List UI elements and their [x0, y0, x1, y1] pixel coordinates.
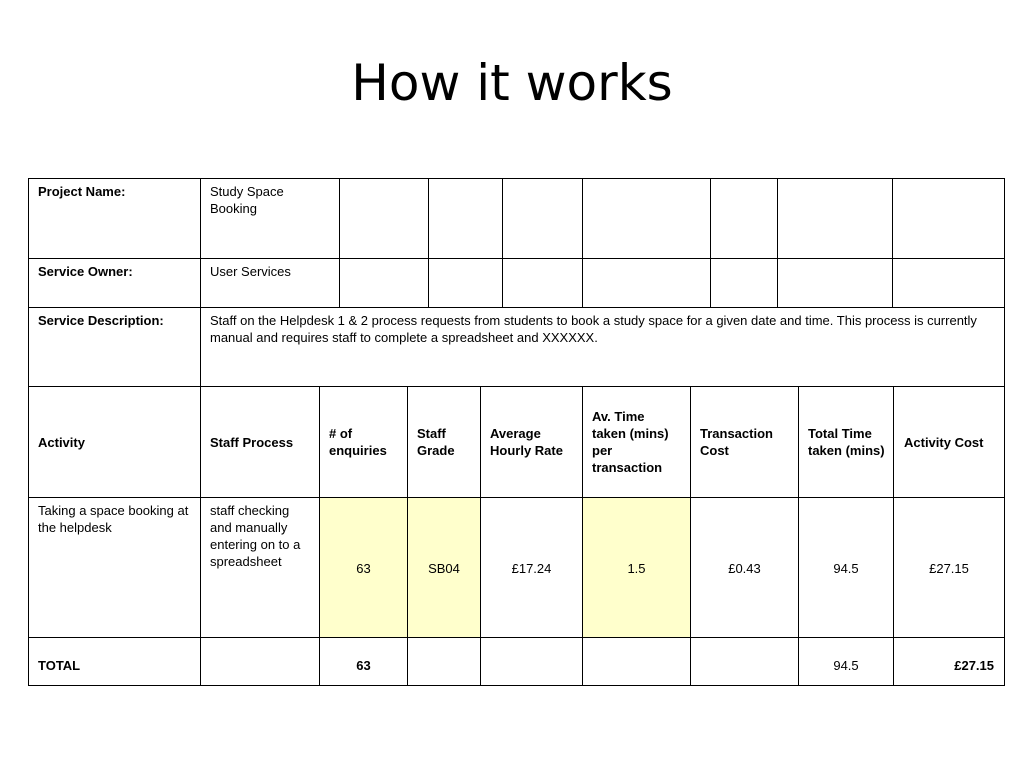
service-description-row [29, 308, 1004, 387]
total-row [29, 638, 1004, 685]
empty-cell [778, 259, 893, 307]
service-description-value: Staff on the Helpdesk 1 & 2 process requests from students to book a study space for a given date and time. This process is currently manual and requires staff to complete a spreadsheet and XXXXXX. [210, 313, 977, 345]
table-header-row [29, 387, 1004, 497]
enquiries-cell: 63 [320, 498, 408, 638]
project-info-table [28, 178, 1005, 388]
empty-cell [778, 179, 893, 259]
header-av-time: Av. Time taken (mins) per transaction [583, 387, 691, 497]
transaction-cost-cell: £0.43 [691, 498, 799, 638]
total-staff-grade [408, 638, 481, 685]
empty-cell [711, 179, 778, 259]
total-transaction-cost [691, 638, 799, 685]
empty-cell [429, 179, 503, 259]
empty-cell [340, 179, 429, 259]
service-owner-row [29, 259, 1004, 307]
slide-title: How it works [351, 54, 673, 112]
empty-cell [429, 259, 503, 307]
header-enquiries: # of enquiries [320, 387, 408, 497]
total-activity-cost: £27.15 [954, 658, 994, 673]
project-name-label: Project Name: [29, 179, 201, 259]
empty-cell [893, 179, 1004, 259]
empty-cell [503, 179, 583, 259]
activity-cost-table [28, 386, 1005, 686]
empty-cell [583, 259, 711, 307]
header-activity-cost: Activity Cost [904, 434, 984, 450]
header-staff-grade: Staff Grade [408, 387, 481, 497]
total-label: TOTAL [29, 638, 201, 685]
total-staff-process [201, 638, 320, 685]
av-time-cell: 1.5 [583, 498, 691, 638]
header-staff-process: Staff Process [201, 387, 320, 497]
header-transaction-cost: Transaction Cost [691, 387, 799, 497]
header-activity: Activity [29, 387, 201, 497]
total-hourly-rate [481, 638, 583, 685]
staff-process-cell: staff checking and manually entering on to a spreadsheet [201, 498, 320, 638]
service-description-label: Service Description: [29, 308, 201, 387]
empty-cell [583, 179, 711, 259]
header-total-time: Total Time taken (mins) [799, 387, 894, 497]
empty-cell [711, 259, 778, 307]
project-name-row [29, 179, 1004, 259]
service-owner-label: Service Owner: [29, 259, 201, 307]
total-time-taken: 94.5 [799, 638, 894, 685]
empty-cell [503, 259, 583, 307]
total-time-cell: 94.5 [799, 498, 894, 638]
service-owner-value: User Services [201, 259, 340, 307]
hourly-rate-cell: £17.24 [481, 498, 583, 638]
empty-cell [893, 259, 1004, 307]
total-av-time [583, 638, 691, 685]
total-enquiries: 63 [320, 638, 408, 685]
activity-cell: Taking a space booking at the helpdesk [29, 498, 201, 638]
staff-grade-cell: SB04 [408, 498, 481, 638]
table-row [29, 498, 1004, 638]
project-name-value: Study Space Booking [201, 179, 340, 259]
activity-cost-cell: £27.15 [929, 560, 969, 576]
empty-cell [340, 259, 429, 307]
header-hourly-rate: Average Hourly Rate [481, 387, 583, 497]
